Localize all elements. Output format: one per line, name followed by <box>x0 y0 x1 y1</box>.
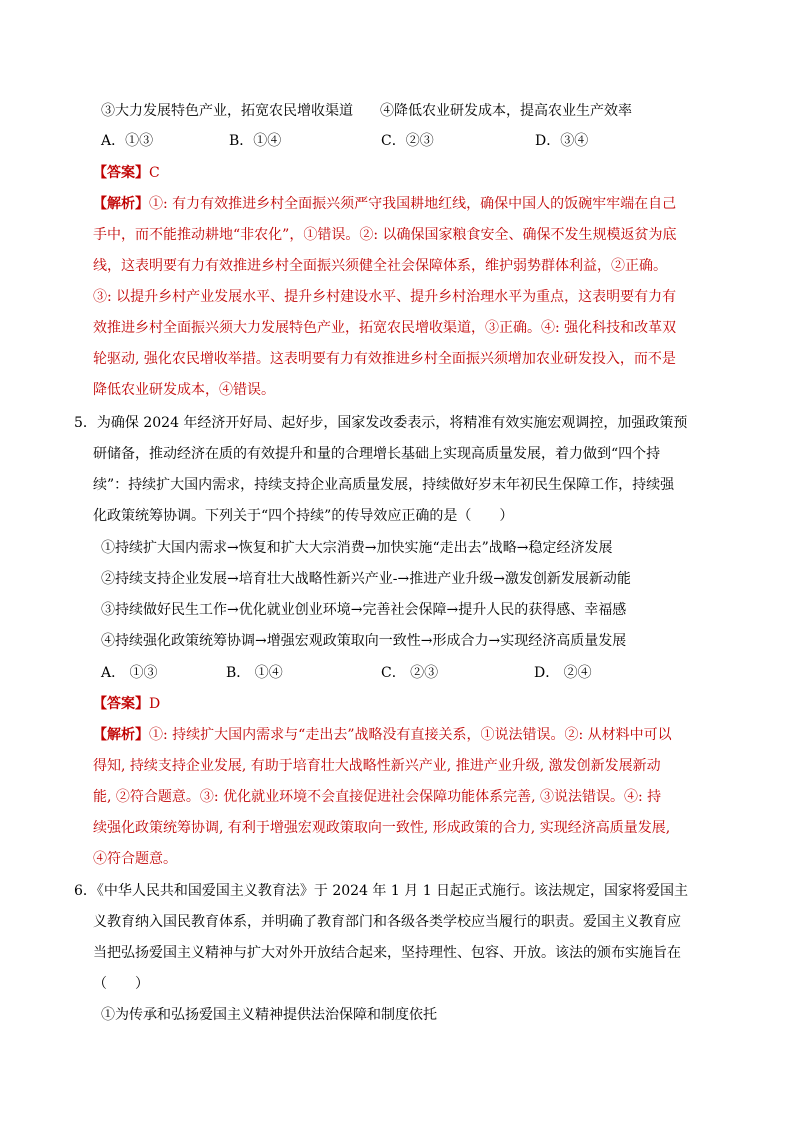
q4-analysis-line: 【解析】①: 有力有效推进乡村全面振兴须严守我国耕地红线，确保中国人的饭碗牢牢端在自己 <box>93 196 677 212</box>
q4-analysis-line: 效推进乡村全面振兴须大力发展特色产业，拓宽农民增收渠道，③正确。④: 强化科技和改革双 <box>93 320 677 336</box>
q5-answer <box>93 694 160 714</box>
q5-stem-line: 5．为确保 2024 年经济开好局、起好步，国家发改委表示，将精准有效实施宏观调控，加强政策预 <box>74 415 688 431</box>
q5-analysis-line: 续强化政策统筹协调, 有利于增强宏观政策取向一致性, 形成政策的合力, 实现经济高质量发展, <box>93 820 671 836</box>
q4-option-c: C．②③ <box>381 133 434 149</box>
q5-stem-line: 化政策统筹协调。下列关于“四个持续”的传导效应正确的是（ ） <box>93 508 514 524</box>
q5-option-c: C． ②③ <box>381 665 439 681</box>
q4-analysis-line: ③: 以提升乡村产业发展水平、提升乡村建设水平、提升乡村治理水平为重点，这表明要有力有 <box>93 289 677 305</box>
q5-stem-line: 续”：持续扩大国内需求，持续支持企业高质量发展，持续做好岁末年初民生保障工作，持续强 <box>93 477 675 493</box>
q5-analysis-line: 能, ②符合题意。③: 优化就业环境不会直接促进社会保障功能体系完善, ③说法错误。④: 持 <box>93 789 662 805</box>
q4-item-3: ③大力发展特色产业，拓宽农民增收渠道 <box>101 103 353 119</box>
q5-option-a: A． ①③ <box>101 665 158 681</box>
q6-item-1: ①为传承和弘扬爱国主义精神提供法治保障和制度依托 <box>101 1007 437 1023</box>
q6-stem-line: 义教育纳入国民教育体系，并明确了教育部门和各级各类学校应当履行的职责。爱国主义教育应 <box>93 914 681 930</box>
q5-option-b: B． ①④ <box>226 665 283 681</box>
q4-item-4: ④降低农业研发成本，提高农业生产效率 <box>380 103 632 119</box>
q5-item-3: ③持续做好民生工作→优化就业创业环境→完善社会保障→提升人民的获得感、幸福感 <box>101 602 627 618</box>
q4-analysis-line: 线，这表明要有力有效推进乡村全面振兴须健全社会保障体系，维护弱势群体利益，②正确。 <box>93 258 667 274</box>
q5-analysis-line: 【解析】①: 持续扩大国内需求与“走出去”战略没有直接关系，①说法错误。②: 从材料中可以 <box>93 727 672 743</box>
q6-stem-line: （ ） <box>93 976 149 992</box>
q5-item-1: ①持续扩大国内需求→恢复和扩大大宗消费→加快实施“走出去”战略→稳定经济发展 <box>101 540 613 556</box>
q5-item-2: ②持续支持企业发展→培育壮大战略性新兴产业-→推进产业升级→激发创新发展新动能 <box>101 571 631 587</box>
answer-tag: 【答案】 <box>93 165 149 181</box>
analysis-tag: 【解析】 <box>93 727 149 743</box>
q6-stem-line: 6．《中华人民共和国爱国主义教育法》于 2024 年 1 月 1 日起正式施行。该法规定，国家将爱国主 <box>74 883 689 899</box>
q4-analysis-line: 手中，而不能推动耕地“非农化”，①错误。②: 以确保国家粮食安全、确保不发生规模返贫为底 <box>93 227 677 243</box>
q5-option-d: D． ②④ <box>534 665 592 681</box>
q4-analysis-line: 轮驱动, 强化农民增收举措。这表明要有力有效推进乡村全面振兴须增加农业研发投入，而不是 <box>93 351 676 367</box>
q5-analysis-line: 得知, 持续支持企业发展, 有助于培育壮大战略性新兴产业, 推进产业升级, 激发创新发展新动 <box>93 758 661 774</box>
q4-analysis-line: 降低农业研发成本，④错误。 <box>93 382 275 398</box>
q5-item-4: ④持续强化政策统筹协调→增强宏观政策取向一致性→形成合力→实现经济高质量发展 <box>101 633 627 649</box>
answer-tag: 【答案】 <box>93 696 149 712</box>
q5-analysis-line: ④符合题意。 <box>93 851 177 867</box>
q4-option-d: D．③④ <box>535 133 589 149</box>
q6-stem-line: 当把弘扬爱国主义精神与扩大对外开放结合起来，坚持理性、包容、开放。该法的颁布实施旨在 <box>93 945 681 961</box>
answer-value: D <box>149 696 161 712</box>
q5-stem-line: 研储备，推动经济在质的有效提升和量的合理增长基础上实现高质量发展，着力做到“四个持 <box>93 446 661 462</box>
q4-option-a: A．①③ <box>101 133 154 149</box>
q4-option-b: B．①④ <box>229 133 282 149</box>
q4-answer <box>93 163 160 183</box>
answer-value: C <box>149 165 160 181</box>
analysis-tag: 【解析】 <box>93 196 149 212</box>
